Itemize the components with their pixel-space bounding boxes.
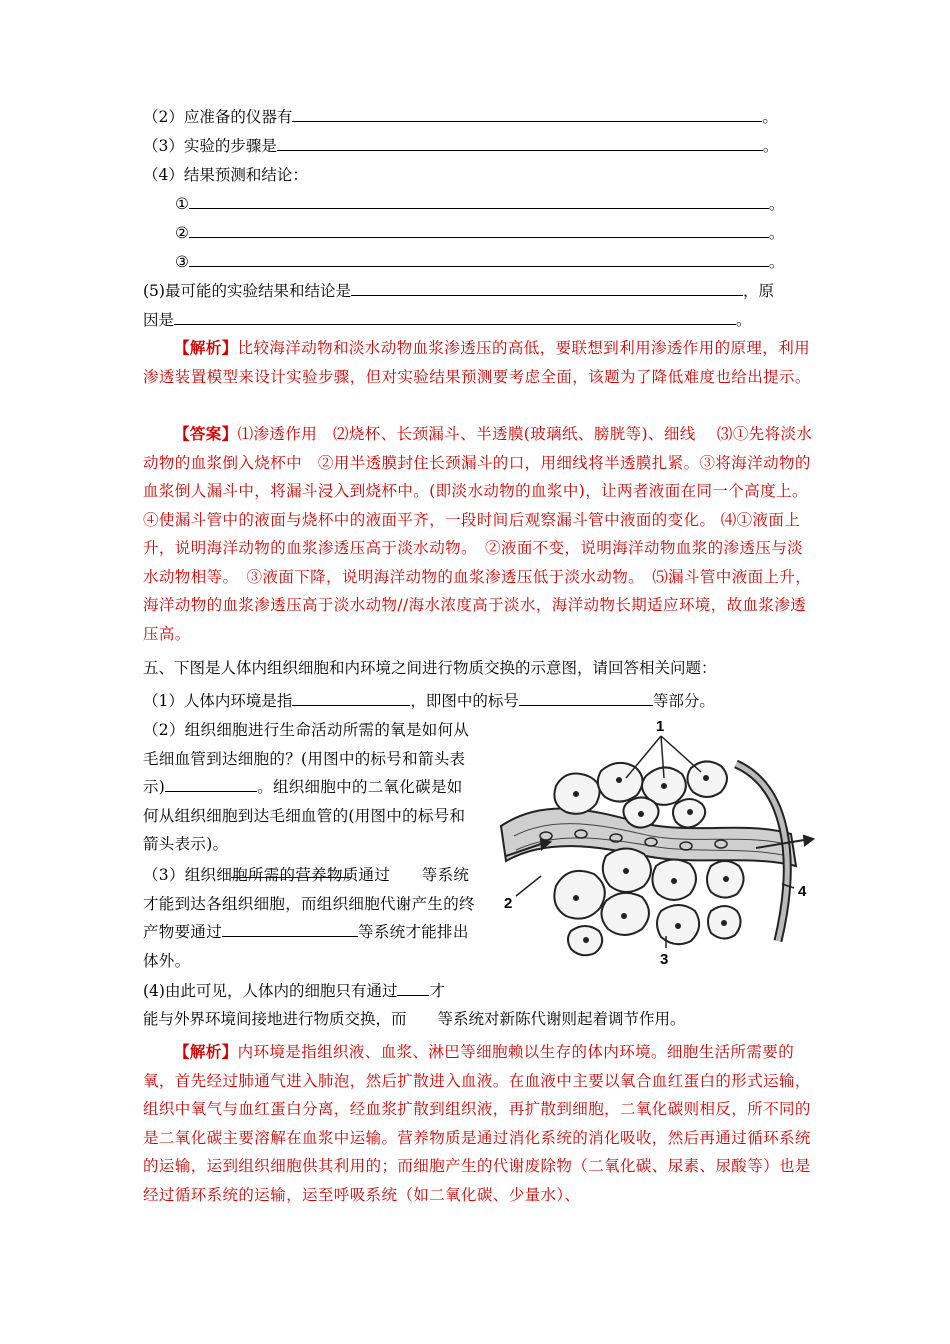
s5q4-text-c: 能与外界环境间接地进行物质交换，而 等系统对新陈代谢则起着调节作用。: [143, 1010, 686, 1028]
period: 。: [768, 253, 785, 271]
analysis-body: 内环境是指组织液、血浆、淋巴等细胞赖以生存的体内环境。细胞生活所需要的氧，首先经过肺通气进入肺泡，然后扩散进入血液。在血液中主要以氧合血红蛋白的形式运输，组织中氧气与血红蛋白分离，经血浆扩散到组织液，再扩散到细胞，二氧化碳则相反，所不同的是二氧化碳主要溶解在血浆中运输。营养物质是通过消化系统的消化吸收，然后再通过循环系统的运输，运到组织细胞供其利用的；而细胞产生的代谢废除物（二氧化碳、尿素、尿酸等）也是经过循环系统的运输，运至呼吸系统（如二氧化碳、少量水）、: [143, 1043, 811, 1204]
analysis-body: 比较海洋动物和淡水动物血浆渗透压的高低，要联想到利用渗透作用的原理，利用渗透装置模型来设计实验步骤，但对实验结果预测要考虑全面，该题为了降低难度也给出提示。: [143, 339, 811, 386]
tissue-exchange-diagram: [486, 716, 816, 968]
label-4: 4: [798, 883, 807, 900]
period: 。: [736, 311, 752, 329]
s5-question-1: [143, 690, 715, 712]
answer-blank[interactable]: [519, 691, 653, 706]
prediction-1: [175, 193, 784, 215]
label-1: 1: [656, 718, 665, 735]
s5q4-text-a: (4)由此可见，人体内的细胞只有通过: [143, 982, 398, 1000]
s5q2-text-b: 。组织细胞中的二氧化碳是如何从组织细胞到达毛细血管的(用图中的标号和箭头表示)。: [143, 778, 466, 853]
s5q3-text-a: （3）组织细胞所需的营养物质通过 等系统才能到达各组织细胞，而组织细胞代谢产生的终产物要通过: [143, 866, 475, 941]
analysis-tag: 【解析】: [174, 1042, 238, 1061]
s5-question-4-line2: [143, 1008, 686, 1030]
label-3: 3: [660, 951, 669, 968]
s5-question-4: [143, 980, 445, 1002]
period: 。: [762, 108, 778, 126]
section-5-title: [143, 657, 717, 679]
s5q1-text-c: 等部分。: [652, 692, 715, 710]
period: 。: [768, 195, 785, 213]
s5q1-text-b: ，即图中的标号: [410, 692, 519, 710]
answer-blank[interactable]: [189, 252, 769, 267]
answer-blank[interactable]: [222, 922, 358, 937]
s5q1-text-a: （1）人体内环境是指: [143, 692, 293, 710]
answer-blank[interactable]: [292, 107, 762, 122]
prediction-mark: ③: [175, 253, 189, 271]
question-4-text: （4）结果预测和结论：: [143, 166, 308, 184]
s5q2-text-a: （2）组织细胞进行生命活动所需的氧是如何从毛细血管到达细胞的？(用图中的标号和箭头表示): [143, 721, 470, 796]
answer-blank[interactable]: [189, 223, 769, 238]
s5q4-text-b: 才: [429, 982, 445, 1000]
question-3: [143, 135, 778, 157]
answer-1: [143, 420, 816, 648]
answer-body: ⑴渗透作用 ⑵烧杯、长颈漏斗、半透膜(玻璃纸、膀胱等)、细线 ⑶①先将淡水动物的血浆倒入烧杯中 ②用半透膜封住长颈漏斗的口，用细线将半透膜扎紧。③将海洋动物的血浆倒人漏斗中，将漏斗浸入到烧杯中。(即淡水动物的血浆中)，让两者液面在同一个高度上。 ④使漏斗管中的液面与烧杯中的液面平齐，一段时间后观察漏斗管中液面的变化。 ⑷①液面上升，说明海洋动物的血浆渗透压高于淡水动物。 ②液面不变，说明海洋动物血浆的渗透压与淡水动物相等。 ③液面下降，说明海洋动物的血浆渗透压低于淡水动物。 ⑸漏斗管中液面上升，海洋动物的血浆渗透压高于淡水动物//海水浓度高于淡水，海洋动物长期适应环境，故血浆渗透压高。: [143, 425, 816, 643]
prediction-mark: ①: [175, 195, 189, 213]
answer-blank[interactable]: [277, 136, 763, 151]
answer-blank[interactable]: [189, 194, 769, 209]
question-5-text: (5)最可能的实验结果和结论是: [143, 282, 351, 300]
question-2-text: （2）应准备的仪器有: [143, 108, 293, 126]
question-5: [143, 280, 774, 302]
prediction-mark: ②: [175, 224, 189, 242]
analysis-2: [143, 1038, 813, 1209]
period: 。: [762, 137, 779, 155]
prediction-2: [175, 222, 784, 244]
answer-blank[interactable]: [292, 691, 410, 706]
s5q3-text-b: 等系统才能排出体外。: [143, 923, 469, 970]
question-5-mid: ，原: [742, 282, 774, 300]
question-3-text: （3）实验的步骤是: [143, 137, 277, 155]
answer-blank[interactable]: [351, 281, 743, 296]
analysis-1: [143, 334, 813, 391]
answer-tag: 【答案】: [174, 424, 238, 443]
s5-question-3: [143, 861, 478, 975]
analysis-tag: 【解析】: [174, 338, 238, 357]
question-5-line2-text: 因是: [143, 311, 175, 329]
answer-blank[interactable]: [165, 777, 257, 792]
section-5-title-text: 五、下图是人体内组织细胞和内环境之间进行物质交换的示意图，请回答相关问题：: [143, 659, 717, 677]
question-4: [143, 164, 308, 186]
prediction-3: [175, 251, 784, 273]
answer-blank[interactable]: [397, 981, 429, 996]
label-2: 2: [504, 895, 513, 912]
question-5-line2: [143, 309, 752, 331]
answer-blank[interactable]: [174, 310, 736, 325]
question-2: [143, 106, 778, 128]
period: 。: [768, 224, 785, 242]
